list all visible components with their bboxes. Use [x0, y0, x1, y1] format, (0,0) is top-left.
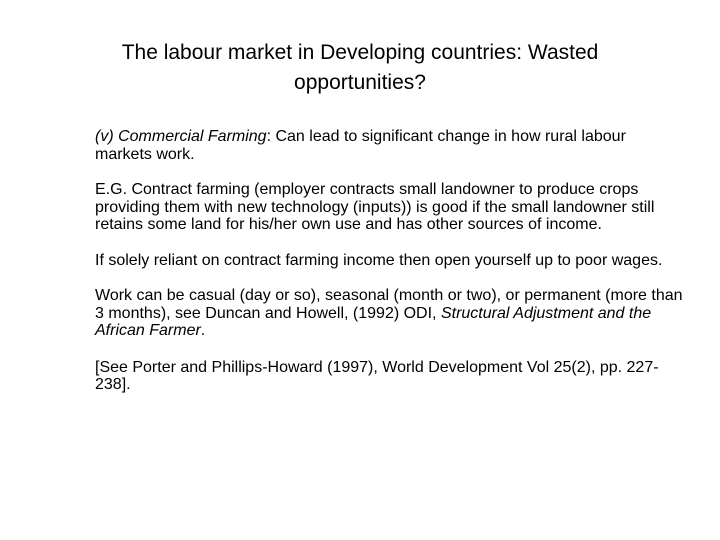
contract-farming-text: E.G. Contract farming (employer contracts small landowner to produce crops providing them with new technology (inputs)) is good if the small landowner still retains some land for his/her own use and has other sources of income.	[95, 181, 655, 233]
poor-wages-text: If solely reliant on contract farming income then open yourself up to poor wages.	[95, 251, 663, 269]
slide-title	[40, 38, 680, 98]
work-types-end: .	[200, 322, 206, 339]
commercial-farming-text: : Can lead to significant change in how rural labour markets work.	[95, 128, 626, 163]
work-types-book-title: Structural Adjustment and the African Farmer	[95, 304, 652, 339]
paragraph-reference	[95, 359, 685, 394]
slide-body	[95, 128, 685, 411]
paragraph-work-types	[95, 287, 685, 340]
paragraph-commercial-farming	[95, 128, 685, 163]
paragraph-contract-farming	[95, 181, 685, 234]
title-line-1: The labour market in Developing countries: Wasted	[121, 41, 599, 64]
title-line-2: opportunities?	[294, 71, 426, 94]
paragraph-poor-wages	[95, 252, 685, 270]
work-types-text: Work can be casual (day or so), seasonal (month or two), or permanent (more than 3 months), see Duncan and Howell, (1992) ODI,	[95, 287, 683, 322]
reference-text: [See Porter and Phillips-Howard (1997), World Development Vol 25(2), pp. 227-238].	[95, 358, 659, 393]
commercial-farming-term: (v) Commercial Farming	[95, 128, 267, 145]
